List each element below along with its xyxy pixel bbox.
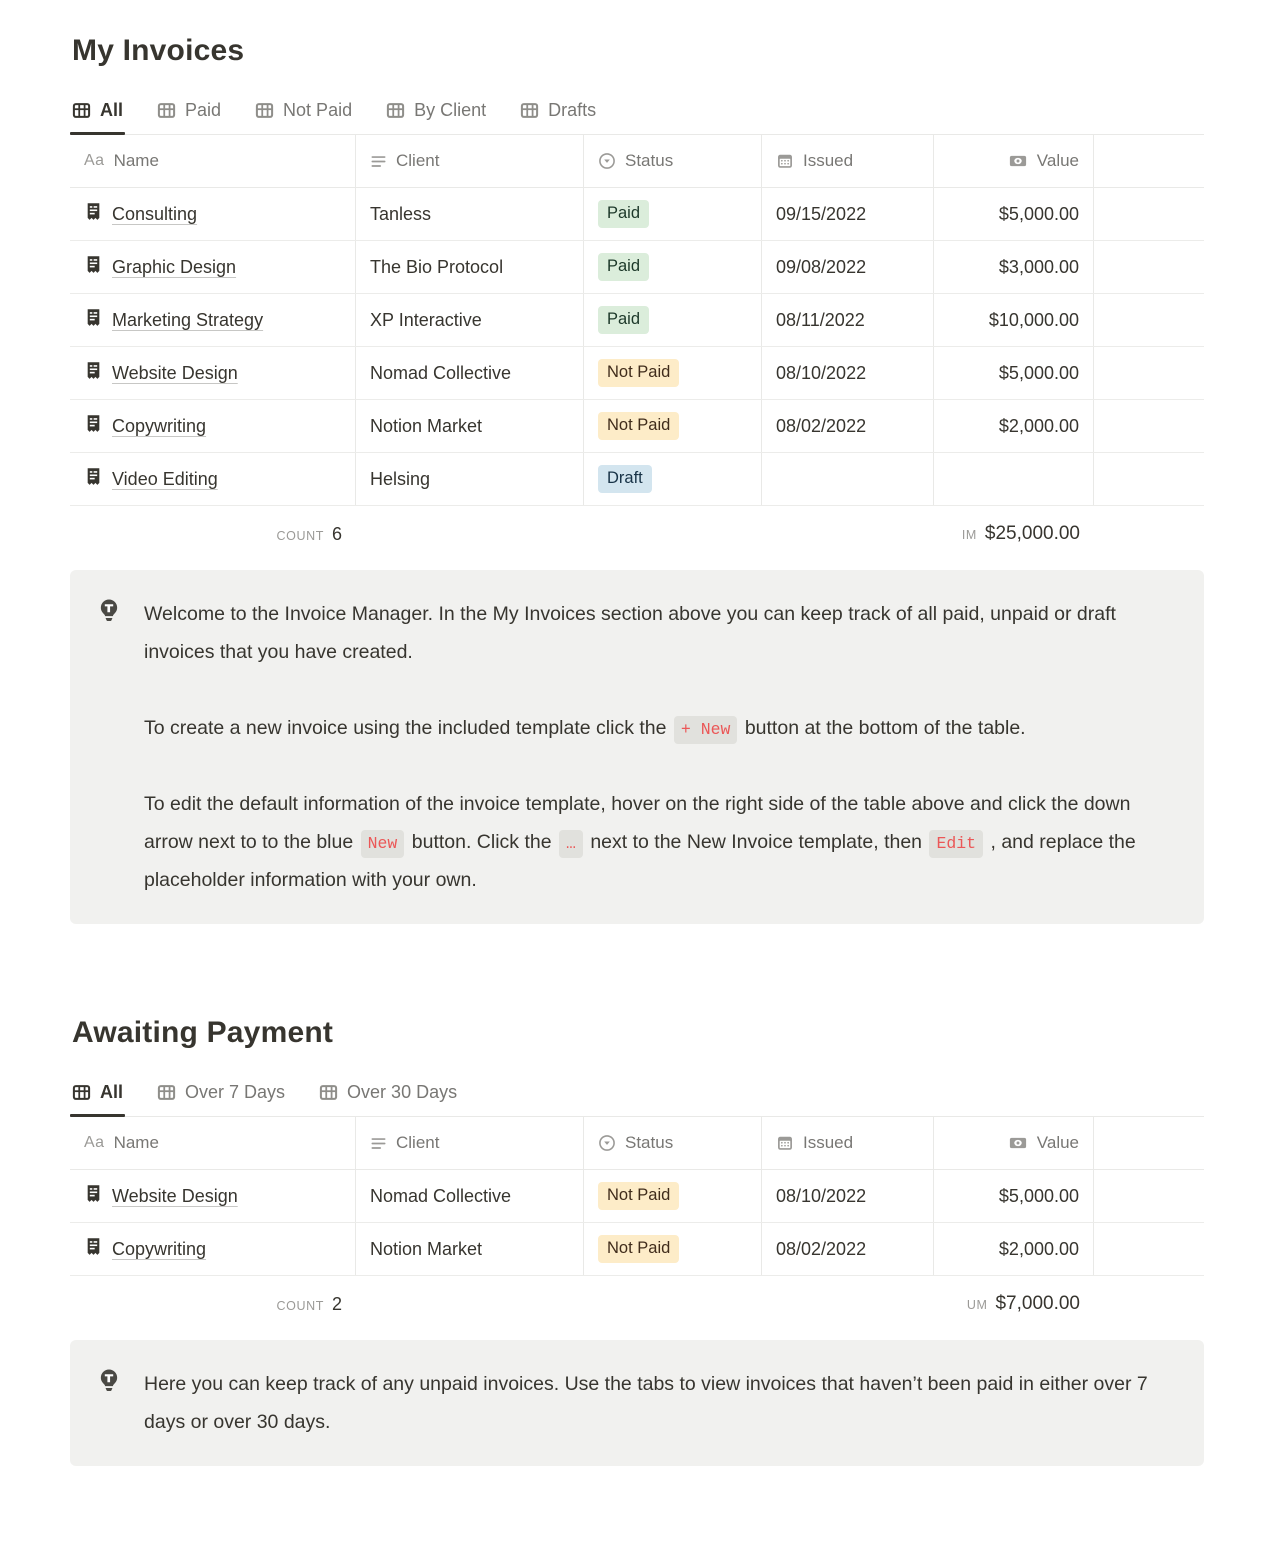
inline-code: + New — [674, 716, 738, 744]
lightbulb-icon — [94, 1365, 124, 1441]
table-icon — [255, 101, 274, 120]
tab-all[interactable] — [70, 1076, 125, 1116]
tab-by-client[interactable] — [384, 94, 488, 134]
tab-label: All — [100, 100, 124, 120]
status-badge[interactable]: Not Paid — [598, 412, 679, 440]
tab-all[interactable] — [70, 94, 125, 134]
empty-cell — [1094, 1170, 1204, 1222]
column-header-label: Name — [113, 151, 159, 170]
table-row — [70, 400, 1204, 453]
invoice-page-link[interactable]: Copywriting — [112, 1238, 207, 1259]
select-icon — [598, 152, 616, 170]
callout-text — [144, 1365, 1174, 1441]
value-cell[interactable] — [934, 241, 1094, 293]
invoice-value: $3,000.00 — [998, 256, 1079, 277]
tab-label: Paid — [185, 100, 222, 120]
issued-date: 09/08/2022 — [776, 256, 867, 277]
callout-text-run: button at the bottom of the table. — [739, 717, 1026, 739]
invoice-page-link[interactable]: Graphic Design — [112, 256, 237, 277]
table-row — [70, 188, 1204, 241]
status-badge[interactable]: Not Paid — [598, 1235, 679, 1263]
table-row — [70, 1223, 1204, 1276]
callout-paragraph — [144, 709, 1174, 747]
table-footer-row — [70, 506, 1204, 562]
align-left-icon — [370, 1135, 387, 1152]
calendar-icon — [776, 1134, 794, 1152]
column-header-label: Value — [1036, 151, 1079, 170]
receipt-icon — [84, 1237, 103, 1261]
callout-paragraph — [144, 595, 1174, 671]
tab-label: Over 30 Days — [347, 1082, 458, 1102]
column-header-label: Issued — [803, 151, 854, 170]
client-name: Nomad Collective — [370, 362, 512, 383]
name-cell[interactable] — [70, 453, 356, 505]
status-cell[interactable] — [584, 294, 762, 346]
table-icon — [386, 101, 405, 120]
issued-date: 08/10/2022 — [776, 362, 867, 383]
value-cell[interactable] — [934, 188, 1094, 240]
callout-text — [144, 595, 1174, 899]
column-header-status[interactable] — [584, 135, 762, 187]
inline-code: … — [559, 830, 583, 858]
status-cell[interactable] — [584, 1223, 762, 1275]
callout-text-run: To create a new invoice using the included template click the — [144, 717, 672, 739]
empty-cell — [1094, 347, 1204, 399]
invoice-value: $2,000.00 — [998, 415, 1079, 436]
name-cell[interactable] — [70, 1223, 356, 1275]
column-header-name[interactable] — [70, 135, 356, 187]
table-row — [70, 1170, 1204, 1223]
receipt-icon — [84, 361, 103, 385]
callout — [70, 570, 1204, 924]
empty-cell — [1094, 294, 1204, 346]
invoice-page-link[interactable]: Consulting — [112, 203, 198, 224]
status-cell[interactable] — [584, 347, 762, 399]
invoice-page-link[interactable]: Copywriting — [112, 415, 207, 436]
status-badge[interactable]: Paid — [598, 253, 649, 281]
status-badge[interactable]: Not Paid — [598, 1182, 679, 1210]
column-header-value[interactable] — [934, 135, 1094, 187]
page-title: Awaiting Payment — [72, 1016, 334, 1049]
issued-cell[interactable] — [762, 347, 934, 399]
name-cell[interactable] — [70, 241, 356, 293]
section-my-invoices — [70, 34, 1204, 924]
value-cell[interactable] — [934, 347, 1094, 399]
invoice-value: $5,000.00 — [998, 203, 1079, 224]
callout-text-run: next to the New Invoice template, then — [584, 831, 928, 853]
client-cell[interactable] — [356, 1170, 584, 1222]
calendar-icon — [776, 152, 794, 170]
invoice-page-link[interactable]: Website Design — [112, 362, 238, 383]
select-icon — [598, 1134, 616, 1152]
status-cell[interactable] — [584, 453, 762, 505]
status-badge[interactable]: Paid — [598, 200, 649, 228]
client-cell[interactable] — [356, 347, 584, 399]
empty-cell — [1094, 1223, 1204, 1275]
view-tabs — [70, 1076, 1204, 1117]
table-row — [70, 294, 1204, 347]
issued-cell[interactable] — [762, 188, 934, 240]
callout — [70, 1340, 1204, 1466]
client-cell[interactable] — [356, 453, 584, 505]
column-header-issued[interactable] — [762, 135, 934, 187]
empty-column-header — [1094, 135, 1204, 187]
table-footer-row — [70, 1276, 1204, 1332]
tab-over-30-days[interactable] — [317, 1076, 459, 1116]
issued-date: 08/02/2022 — [776, 1238, 867, 1259]
tab-over-7-days[interactable] — [155, 1076, 287, 1116]
column-header-client[interactable] — [356, 1117, 584, 1169]
client-name: Nomad Collective — [370, 1185, 512, 1206]
status-cell[interactable] — [584, 1170, 762, 1222]
value-cell[interactable] — [934, 1223, 1094, 1275]
issued-cell[interactable] — [762, 294, 934, 346]
client-cell[interactable] — [356, 294, 584, 346]
invoice-value: $5,000.00 — [998, 1185, 1079, 1206]
value-cell[interactable] — [934, 1170, 1094, 1222]
issued-date: 08/10/2022 — [776, 1185, 867, 1206]
text-icon: Aa — [84, 152, 105, 169]
receipt-icon — [84, 467, 103, 491]
lightbulb-icon — [94, 595, 124, 899]
table-header-row — [70, 135, 1204, 188]
count-label: COUNT — [276, 1298, 324, 1313]
empty-cell — [1094, 400, 1204, 452]
tab-label: Not Paid — [283, 100, 353, 120]
invoice-page-link[interactable]: Marketing Strategy — [112, 309, 264, 330]
status-cell[interactable] — [584, 188, 762, 240]
money-icon — [1008, 1134, 1028, 1152]
inline-code: Edit — [929, 830, 983, 858]
table-row — [70, 241, 1204, 294]
name-cell[interactable] — [70, 400, 356, 452]
client-cell[interactable] — [356, 241, 584, 293]
callout-paragraph — [144, 1365, 1174, 1441]
receipt-icon — [84, 308, 103, 332]
name-cell[interactable] — [70, 1170, 356, 1222]
sum-aggregate[interactable] — [934, 523, 1094, 545]
value-cell[interactable] — [934, 400, 1094, 452]
client-name: Notion Market — [370, 1238, 483, 1259]
empty-cell — [1094, 241, 1204, 293]
receipt-icon — [84, 202, 103, 226]
column-header-label: Issued — [803, 1133, 854, 1152]
sum-label: IM — [961, 528, 977, 542]
inline-code: New — [361, 830, 405, 858]
sum-value: $7,000.00 — [995, 1293, 1080, 1314]
table-header-row — [70, 1117, 1204, 1170]
issued-cell[interactable] — [762, 453, 934, 505]
sum-aggregate[interactable] — [934, 1293, 1094, 1315]
issued-cell[interactable] — [762, 1170, 934, 1222]
count-label: COUNT — [276, 528, 324, 543]
issued-cell[interactable] — [762, 1223, 934, 1275]
status-badge[interactable]: Draft — [598, 465, 652, 493]
column-header-status[interactable] — [584, 1117, 762, 1169]
client-name: XP Interactive — [370, 309, 482, 330]
callout-text-run: Welcome to the Invoice Manager. In the My Invoices section above you can keep track of all paid, unpaid or draft invoices that you have created. — [144, 603, 1116, 663]
table-icon — [157, 101, 176, 120]
view-tabs — [70, 94, 1204, 135]
client-name: Tanless — [370, 203, 432, 224]
count-value: 2 — [331, 1293, 342, 1314]
column-header-name[interactable] — [70, 1117, 356, 1169]
table-icon — [72, 1083, 91, 1102]
sum-label: UM — [966, 1298, 988, 1312]
client-name: Notion Market — [370, 415, 483, 436]
table-row — [70, 347, 1204, 400]
value-cell[interactable] — [934, 453, 1094, 505]
page-title: My Invoices — [72, 34, 245, 67]
tab-label: Over 7 Days — [185, 1082, 286, 1102]
invoice-value: $5,000.00 — [998, 362, 1079, 383]
tab-label: Drafts — [548, 100, 597, 120]
callout-text-run: , and replace the placeholder information with your own. — [144, 831, 1136, 891]
receipt-icon — [84, 1184, 103, 1208]
column-header-label: Client — [396, 1133, 440, 1152]
column-header-label: Client — [396, 151, 440, 170]
table-icon — [520, 101, 539, 120]
callout-text-run: To edit the default information of the invoice template, hover on the right side of the table above and click the down arrow next to to the blue — [144, 793, 1131, 853]
callout-text-run: Here you can keep track of any unpaid invoices. Use the tabs to view invoices that haven’t been paid in either over 7 days or over 30 days. — [144, 1373, 1148, 1433]
section-awaiting-payment — [70, 1016, 1204, 1466]
invoice-value: $10,000.00 — [988, 309, 1079, 330]
issued-date: 08/11/2022 — [776, 309, 865, 330]
value-cell[interactable] — [934, 294, 1094, 346]
tab-paid[interactable] — [155, 94, 223, 134]
client-cell[interactable] — [356, 188, 584, 240]
client-cell[interactable] — [356, 1223, 584, 1275]
column-header-client[interactable] — [356, 135, 584, 187]
issued-cell[interactable] — [762, 400, 934, 452]
count-aggregate[interactable] — [70, 1294, 356, 1315]
align-left-icon — [370, 153, 387, 170]
client-cell[interactable] — [356, 400, 584, 452]
invoice-table — [70, 135, 1204, 562]
client-name: Helsing — [370, 468, 431, 489]
table-icon — [319, 1083, 338, 1102]
callout-paragraph — [144, 785, 1174, 899]
text-icon: Aa — [84, 1134, 105, 1151]
receipt-icon — [84, 414, 103, 438]
invoice-value: $2,000.00 — [998, 1238, 1079, 1259]
invoice-page-link[interactable]: Website Design — [112, 1185, 238, 1206]
issued-cell[interactable] — [762, 241, 934, 293]
column-header-issued[interactable] — [762, 1117, 934, 1169]
name-cell[interactable] — [70, 188, 356, 240]
invoice-page-link[interactable]: Video Editing — [112, 468, 218, 489]
receipt-icon — [84, 255, 103, 279]
table-row — [70, 453, 1204, 506]
client-name: The Bio Protocol — [370, 256, 504, 277]
status-badge[interactable]: Not Paid — [598, 359, 679, 387]
column-header-value[interactable] — [934, 1117, 1094, 1169]
column-header-label: Name — [113, 1133, 159, 1152]
table-icon — [72, 101, 91, 120]
invoice-table — [70, 1117, 1204, 1332]
name-cell[interactable] — [70, 294, 356, 346]
empty-cell — [1094, 188, 1204, 240]
column-header-label: Status — [625, 1133, 674, 1152]
table-icon — [157, 1083, 176, 1102]
column-header-label: Status — [625, 151, 674, 170]
callout-text-run: button. Click the — [406, 831, 558, 853]
name-cell[interactable] — [70, 347, 356, 399]
status-cell[interactable] — [584, 241, 762, 293]
count-value: 6 — [331, 523, 342, 544]
column-header-label: Value — [1036, 1133, 1079, 1152]
issued-date: 08/02/2022 — [776, 415, 867, 436]
tab-label: All — [100, 1082, 124, 1102]
tab-drafts[interactable] — [518, 94, 598, 134]
sum-value: $25,000.00 — [984, 523, 1080, 544]
empty-column-header — [1094, 1117, 1204, 1169]
status-cell[interactable] — [584, 400, 762, 452]
tab-not-paid[interactable] — [253, 94, 354, 134]
count-aggregate[interactable] — [70, 524, 356, 545]
tab-label: By Client — [414, 100, 487, 120]
empty-cell — [1094, 453, 1204, 505]
issued-date: 09/15/2022 — [776, 203, 867, 224]
money-icon — [1008, 152, 1028, 170]
status-badge[interactable]: Paid — [598, 306, 649, 334]
